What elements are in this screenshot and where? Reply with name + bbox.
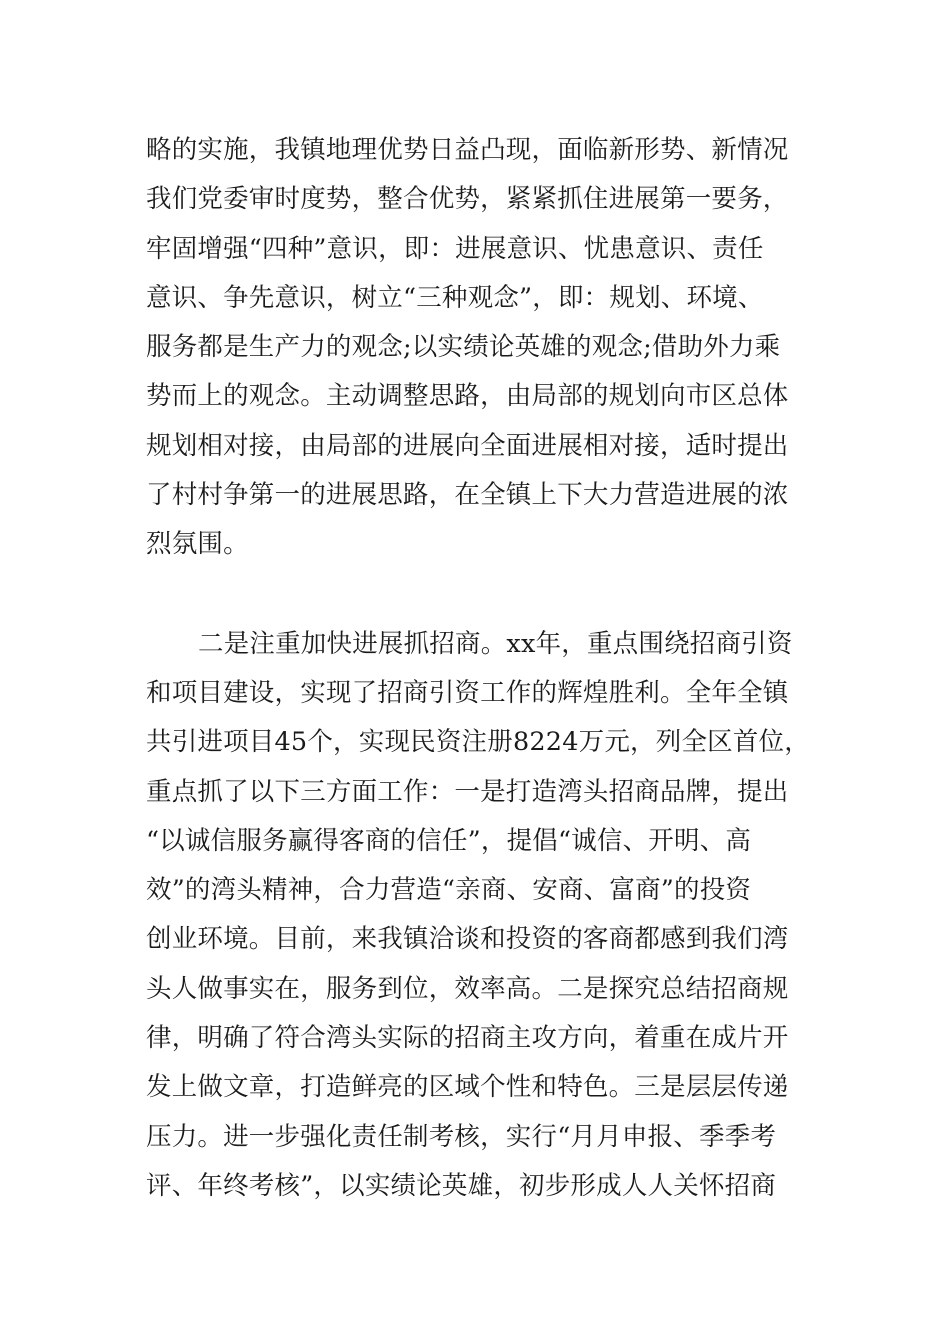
text-line: 意识、争先意识，树立“三种观念”，即：规划、环境、 — [146, 282, 764, 313]
text-line: 律，明确了符合湾头实际的招商主攻方向，着重在成片开 — [146, 1023, 789, 1054]
text-line: 重点抓了以下三方面工作：一是打造湾头招商品牌，提出 — [146, 776, 789, 807]
text-line: 压力。进一步强化责任制考核，实行“月月申报、季季考 — [146, 1121, 777, 1152]
text-line: 烈氛围。 — [146, 529, 249, 560]
text-line: 发上做文章，打造鲜亮的区域个性和特色。三是层层传递 — [146, 1072, 789, 1103]
text-line: “以诚信服务赢得客商的信任”，提倡“诚信、开明、高 — [146, 825, 752, 856]
text-line: 势而上的观念。主动调整思路，由局部的规划向市区总体 — [146, 381, 789, 412]
paragraph-1 — [146, 126, 806, 570]
text-line: 和项目建设，实现了招商引资工作的辉煌胜利。全年全镇 — [146, 677, 789, 708]
text-line: 我们党委审时度势，整合优势，紧紧抓住进展第一要务， — [146, 184, 789, 215]
text-line: 规划相对接，由局部的进展向全面进展相对接，适时提出 — [146, 430, 789, 461]
text-line: 牢固增强“四种”意识，即：进展意识、忧患意识、责任 — [146, 233, 764, 264]
paragraph-spacer — [146, 570, 806, 620]
text-line: 共引进项目45个，实现民资注册8224万元，列全区首位， — [146, 727, 810, 758]
text-line: 评、年终考核”，以实绩论英雄，初步形成人人关怀招商 — [146, 1170, 777, 1201]
text-line: 服务都是生产力的观念;以实绩论英雄的观念;借助外力乘 — [146, 332, 781, 363]
paragraph-2 — [146, 620, 810, 1212]
text-line: 创业环境。目前，来我镇洽谈和投资的客商都感到我们湾 — [146, 924, 789, 955]
document-page — [146, 126, 810, 1211]
text-line: 略的实施，我镇地理优势日益凸现，面临新形势、新情况 — [146, 135, 789, 165]
text-line: 了村村争第一的进展思路，在全镇上下大力营造进展的浓 — [146, 480, 789, 511]
text-line: 二是注重加快进展抓招商。xx年，重点围绕招商引资 — [198, 628, 793, 659]
text-line: 头人做事实在，服务到位，效率高。二是探究总结招商规 — [146, 973, 789, 1004]
text-line: 效”的湾头精神，合力营造“亲商、安商、富商”的投资 — [146, 875, 752, 906]
